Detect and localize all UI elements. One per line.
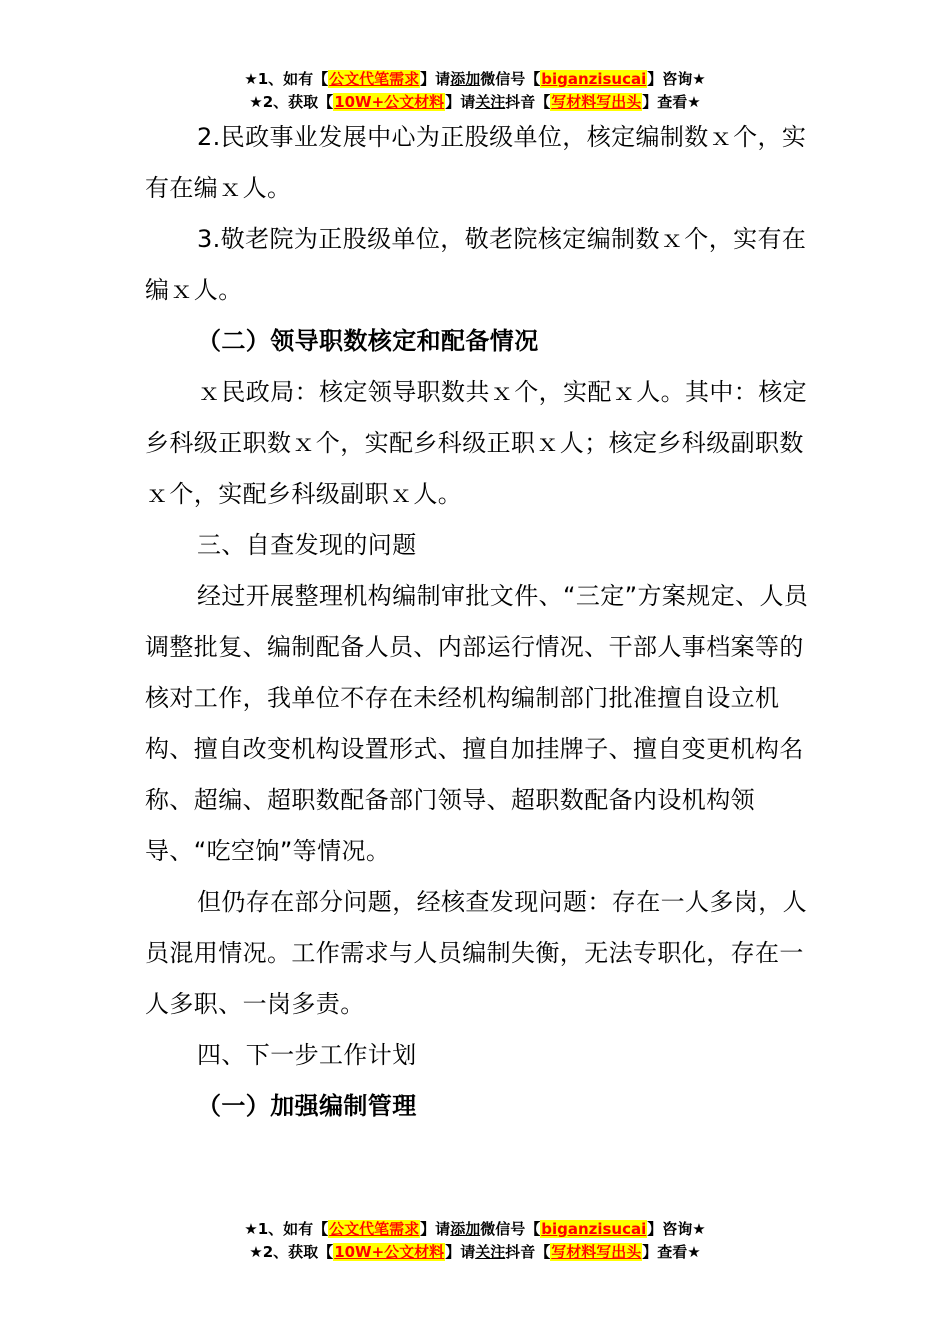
section-heading: （一）加强编制管理 xyxy=(197,1092,417,1120)
banner-highlight: biganzisucai xyxy=(541,1220,647,1238)
paragraph: 但仍存在部分问题，经核查发现问题：存在一人多岗，人员混用情况。工作需求与人员编制失衡，无法专职化，存在一人多职、一岗多责。 xyxy=(145,888,807,1018)
banner-text: 】请 xyxy=(420,1220,451,1238)
banner-underline: 关注 xyxy=(475,1243,506,1261)
banner-underline: 添加 xyxy=(450,70,481,88)
banner-text: 抖音【 xyxy=(505,93,551,111)
banner-line-2 xyxy=(0,1241,950,1264)
top-banner xyxy=(0,68,950,114)
banner-text: 抖音【 xyxy=(505,1243,551,1261)
banner-line-1 xyxy=(0,68,950,91)
banner-text: ★1、如有【 xyxy=(244,1220,329,1238)
banner-underline: 添加 xyxy=(450,1220,481,1238)
banner-text: ★2、获取【 xyxy=(249,1243,334,1261)
banner-text: 】咨询★ xyxy=(647,1220,706,1238)
banner-text: ★1、如有【 xyxy=(244,70,329,88)
section-heading: （二）领导职数核定和配备情况 xyxy=(197,327,539,355)
banner-text: 】咨询★ xyxy=(647,70,706,88)
bottom-banner xyxy=(0,1218,950,1264)
section-title: 三、自查发现的问题 xyxy=(197,531,417,559)
banner-highlight: biganzisucai xyxy=(541,70,647,88)
banner-highlight: 10W+公文材料 xyxy=(334,93,445,111)
section-title: 四、下一步工作计划 xyxy=(197,1041,417,1069)
banner-text: 】查看★ xyxy=(642,1243,701,1261)
banner-underline: 关注 xyxy=(475,93,506,111)
paragraph: ｘ民政局：核定领导职数共ｘ个，实配ｘ人。其中：核定乡科级正职数ｘ个，实配乡科级正职ｘ人；核定乡科级副职数ｘ个，实配乡科级副职ｘ人。 xyxy=(145,378,807,508)
banner-text: ★2、获取【 xyxy=(249,93,334,111)
paragraph: 经过开展整理机构编制审批文件、“三定”方案规定、人员调整批复、编制配备人员、内部运行情况、干部人事档案等的核对工作，我单位不存在未经机构编制部门批准擅自设立机构、擅自改变机构设置形式、擅自加挂牌子、擅自变更机构名称、超编、超职数配备部门领导、超职数配备内设机构领导、“吃空饷”等情况。 xyxy=(145,582,809,865)
banner-line-1 xyxy=(0,1218,950,1241)
banner-highlight: 写材料写出头 xyxy=(551,93,642,111)
document-body xyxy=(145,112,810,1132)
banner-highlight: 公文代笔需求 xyxy=(329,1220,420,1238)
banner-text: 】查看★ xyxy=(642,93,701,111)
banner-text: 微信号【 xyxy=(480,70,541,88)
banner-highlight: 10W+公文材料 xyxy=(334,1243,445,1261)
paragraph: 2.民政事业发展中心为正股级单位，核定编制数ｘ个，实有在编ｘ人。 xyxy=(145,123,807,202)
banner-text: 】请 xyxy=(420,70,451,88)
banner-highlight: 写材料写出头 xyxy=(551,1243,642,1261)
banner-line-2 xyxy=(0,91,950,114)
banner-highlight: 公文代笔需求 xyxy=(329,70,420,88)
banner-text: 微信号【 xyxy=(480,1220,541,1238)
banner-text: 】请 xyxy=(445,93,476,111)
banner-text: 】请 xyxy=(445,1243,476,1261)
paragraph: 3.敬老院为正股级单位，敬老院核定编制数ｘ个，实有在编ｘ人。 xyxy=(145,225,807,304)
